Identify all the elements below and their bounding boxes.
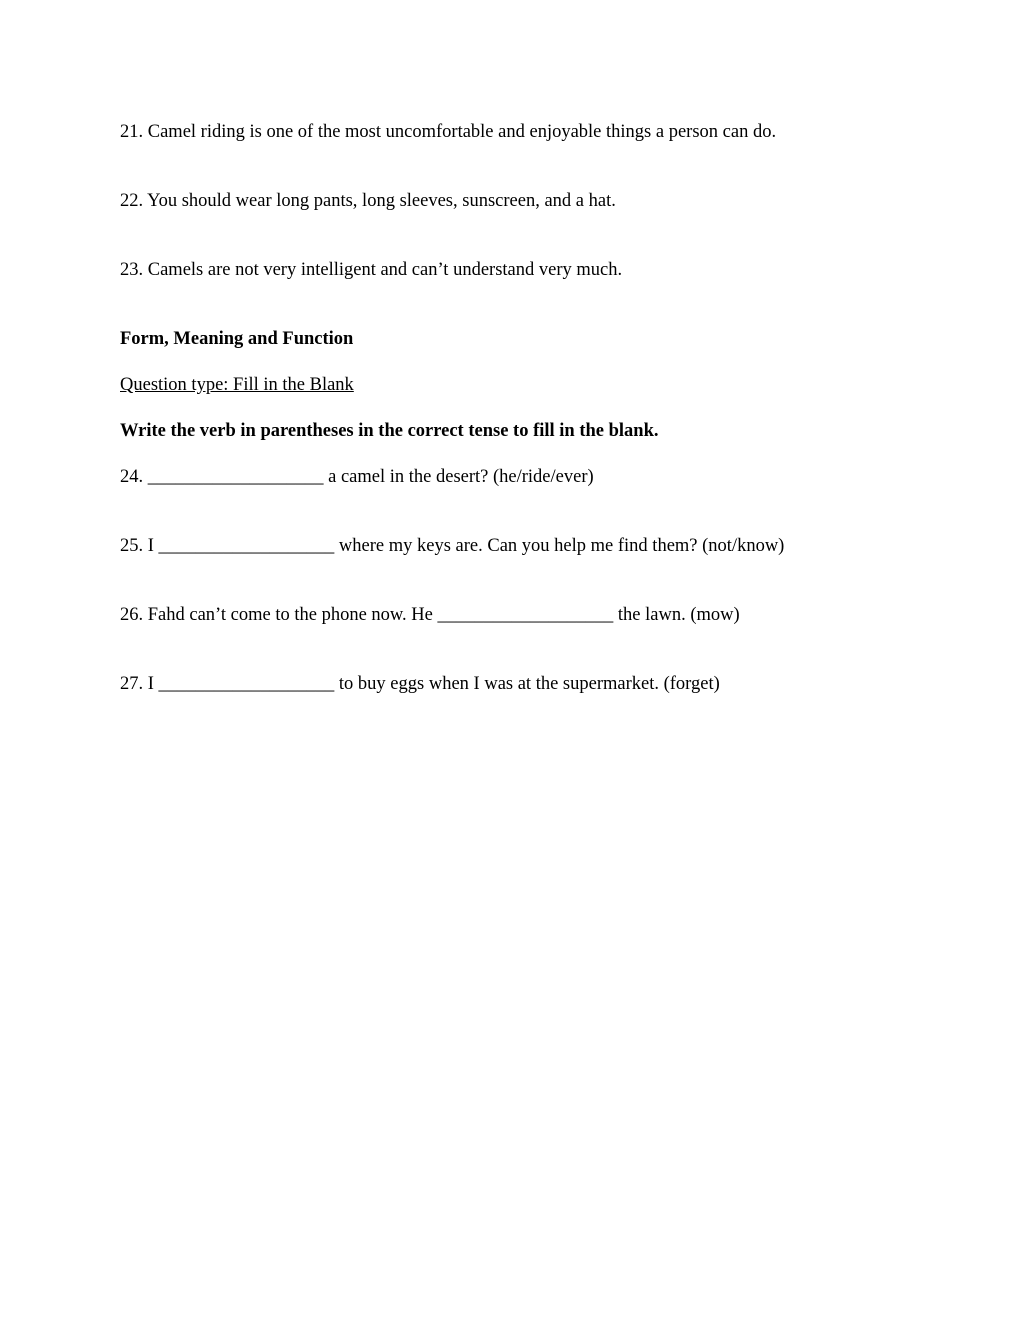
question-25 <box>120 534 784 558</box>
statement-text: You should wear long pants, long sleeves, sunscreen, and a hat. <box>147 191 616 211</box>
question-number: 26. <box>120 605 144 625</box>
question-26 <box>120 603 740 627</box>
question-number: 24. <box>120 467 144 487</box>
question-text-after: a camel in the desert? (he/ride/ever) <box>328 467 594 487</box>
answer-blank[interactable]: ___________________ <box>147 467 324 487</box>
section-heading: Form, Meaning and Function <box>120 329 354 349</box>
question-27 <box>120 672 720 696</box>
answer-blank[interactable]: ___________________ <box>158 536 335 556</box>
question-type-label: Question type: Fill in the Blank <box>120 375 354 395</box>
question-text-before: Fahd can’t come to the phone now. He <box>147 605 433 625</box>
statement-22 <box>120 189 616 213</box>
statement-21 <box>120 120 776 144</box>
question-24 <box>120 465 594 489</box>
statement-number: 23. <box>120 260 144 280</box>
statement-text: Camels are not very intelligent and can’t understand very much. <box>147 260 623 280</box>
statement-number: 22. <box>120 191 144 211</box>
question-text-after: the lawn. (mow) <box>617 605 740 625</box>
statement-number: 21. <box>120 122 144 142</box>
instructions: Write the verb in parentheses in the correct tense to fill in the blank. <box>120 421 659 441</box>
statement-23 <box>120 258 622 282</box>
question-text-after: to buy eggs when I was at the supermarket. (forget) <box>338 674 720 694</box>
answer-blank[interactable]: ___________________ <box>158 674 335 694</box>
question-text-before: I <box>147 536 154 556</box>
answer-blank[interactable]: ___________________ <box>437 605 614 625</box>
question-text-before: I <box>147 674 154 694</box>
question-text-after: where my keys are. Can you help me find them? (not/know) <box>338 536 785 556</box>
statement-text: Camel riding is one of the most uncomfortable and enjoyable things a person can do. <box>147 122 777 142</box>
question-number: 25. <box>120 536 144 556</box>
question-number: 27. <box>120 674 144 694</box>
